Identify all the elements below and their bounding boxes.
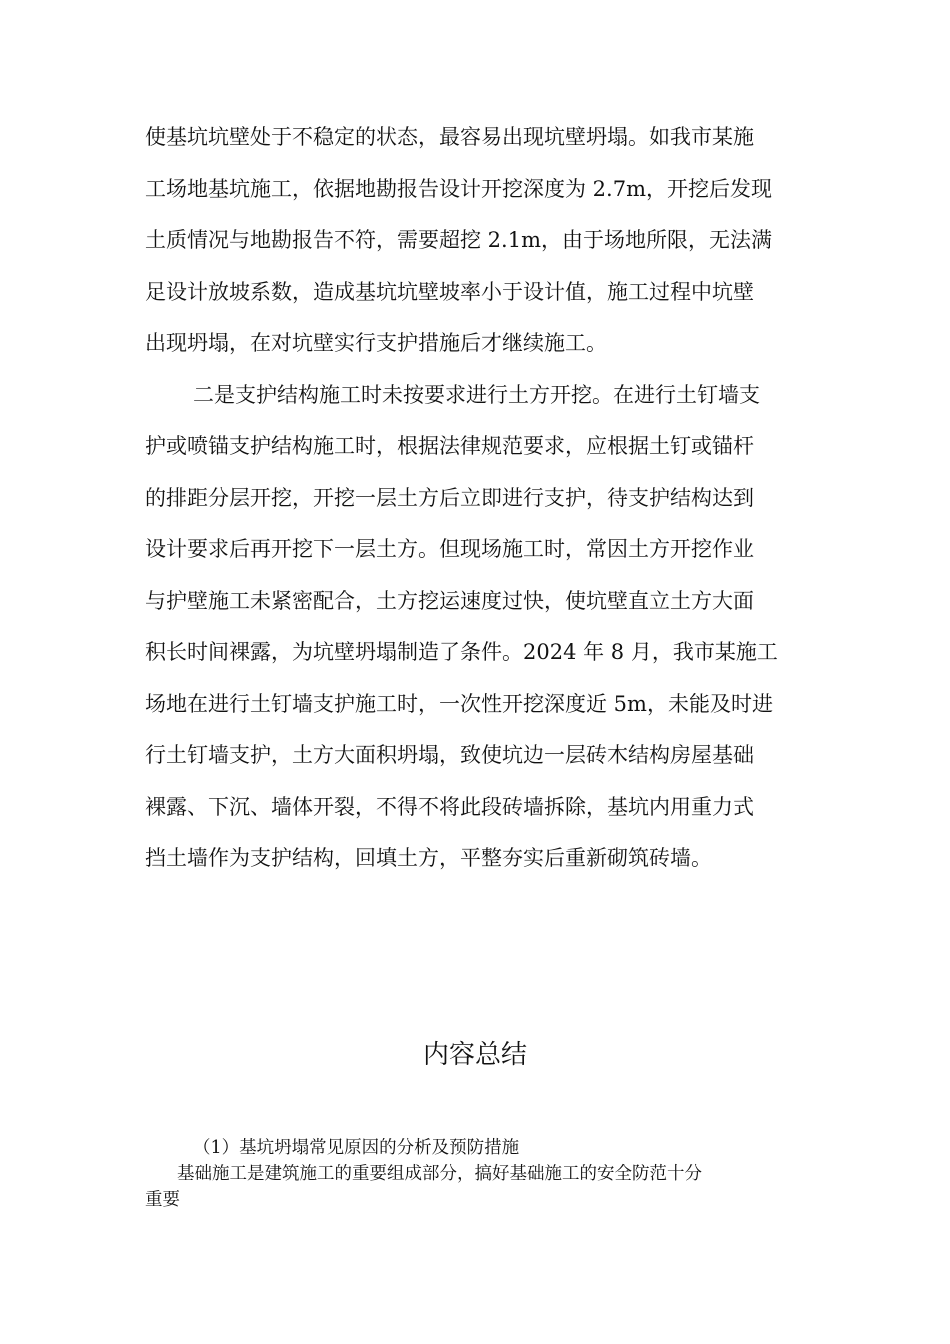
body-line: 与护壁施工未紧密配合，土方挖运速度过快，使坑壁直立土方大面 <box>145 588 754 613</box>
body-line: 使基坑坑壁处于不稳定的状态，最容易出现坑壁坍塌。如我市某施 <box>145 125 754 149</box>
summary-title: 内容总结 <box>422 1040 527 1070</box>
paragraph-start-line: 二是支护结构施工时未按要求进行土方开挖。在进行土钉墙支 <box>193 382 760 407</box>
summary-section <box>145 1135 807 1213</box>
body-line: 裸露、下沉、墙体开裂，不得不将此段砖墙拆除，基坑内用重力式 <box>145 794 754 819</box>
body-line: 足设计放坡系数，造成基坑坑壁坡率小于设计值，施工过程中坑壁 <box>145 279 754 304</box>
body-line: 出现坍塌，在对坑壁实行支护措施后才继续施工。 <box>145 331 607 355</box>
body-line: 土质情况与地勘报告不符，需要超挖 2.1m，由于场地所限，无法满 <box>145 228 772 252</box>
summary-text-line: 基础施工是建筑施工的重要组成部分，搞好基础施工的安全防范十分 <box>177 1164 702 1184</box>
body-text <box>145 112 807 885</box>
body-line: 行土钉墙支护，土方大面积坍塌，致使坑边一层砖木结构房屋基础 <box>145 743 754 767</box>
body-line: 积长时间裸露，为坑壁坍塌制造了条件。2024 年 8 月，我市某施工 <box>145 640 778 664</box>
body-line: 护或喷锚支护结构施工时，根据法律规范要求，应根据土钉或锚杆 <box>145 434 754 458</box>
summary-item-heading: （1）基坑坍塌常见原因的分析及预防措施 <box>193 1138 520 1158</box>
body-line: 工场地基坑施工，依据地勘报告设计开挖深度为 2.7m，开挖后发现 <box>145 176 772 201</box>
body-line: 的排距分层开挖，开挖一层土方后立即进行支护，待支护结构达到 <box>145 485 754 510</box>
body-line: 设计要求后再开挖下一层土方。但现场施工时，常因土方开挖作业 <box>145 537 754 561</box>
body-line: 场地在进行土钉墙支护施工时，一次性开挖深度近 5m，未能及时进 <box>145 691 773 716</box>
body-line: 挡土墙作为支护结构，回填土方，平整夯实后重新砌筑砖墙。 <box>145 846 712 870</box>
summary-text-line: 重要 <box>145 1190 180 1210</box>
